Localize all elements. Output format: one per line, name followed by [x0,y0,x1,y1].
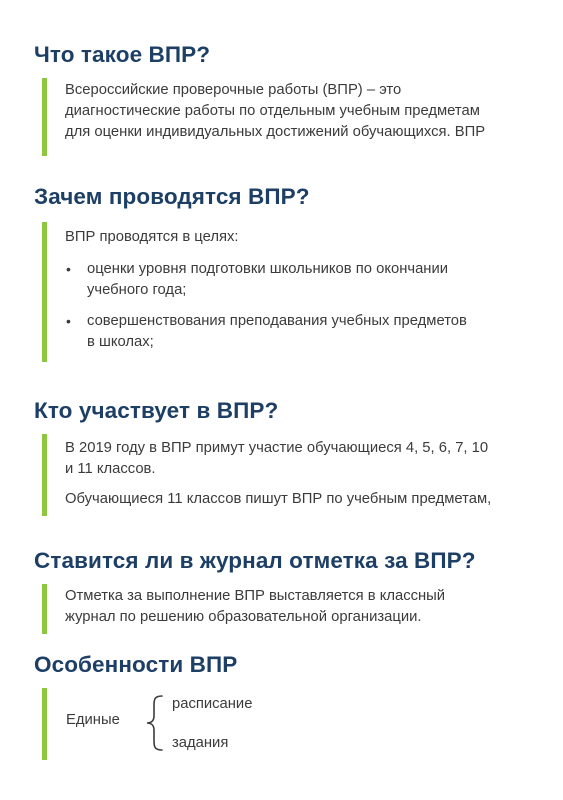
text-line: в школах; [87,334,154,350]
block-what-is-vpr [42,78,485,156]
text-line: совершенствования преподавания учебных предметов [87,313,467,329]
features-item: расписание [172,696,253,712]
text-line: Отметка за выполнение ВПР выставляется в классный [65,588,446,604]
features-label: Единые [66,712,120,728]
block-who-participates [42,434,491,516]
curly-brace-icon [144,694,166,752]
goals-list [65,259,467,353]
list-item [65,259,467,301]
text-line: Всероссийские проверочные работы (ВПР) – это [65,82,402,98]
text-line: журнал по решению образовательной организации. [65,609,422,625]
paragraph-why-intro: ВПР проводятся в целях: [65,229,239,245]
block-features [42,688,253,760]
heading-why-vpr: Зачем проводятся ВПР? [34,184,310,209]
features-item: задания [172,735,229,751]
list-item [65,311,467,353]
text-line: и 11 классов. [65,461,156,477]
heading-who-participates: Кто участвует в ВПР? [34,398,279,423]
text-line: В 2019 году в ВПР примут участие обучающиеся 4, 5, 6, 7, 10 [65,440,489,456]
text-line: для оценки индивидуальных достижений обучающихся. ВПР [65,124,486,140]
heading-features: Особенности ВПР [34,652,238,677]
paragraph-participants [65,438,491,480]
block-journal-grade [42,584,445,634]
bullet-marker: • [66,261,71,277]
text-line: оценки уровня подготовки школьников по окончании [87,261,449,277]
paragraph-journal-grade [65,586,445,628]
heading-what-is-vpr: Что такое ВПР? [34,42,211,67]
paragraph-what-is-vpr [65,80,485,143]
heading-journal-grade: Ставится ли в журнал отметка за ВПР? [34,548,476,573]
text-line: диагностические работы по отдельным учебным предметам [65,103,480,119]
paragraph-grade11: Обучающиеся 11 классов пишут ВПР по учебным предметам, [65,491,492,507]
bullet-marker: • [66,313,71,329]
text-line: учебного года; [87,282,187,298]
block-why-vpr [42,222,467,362]
